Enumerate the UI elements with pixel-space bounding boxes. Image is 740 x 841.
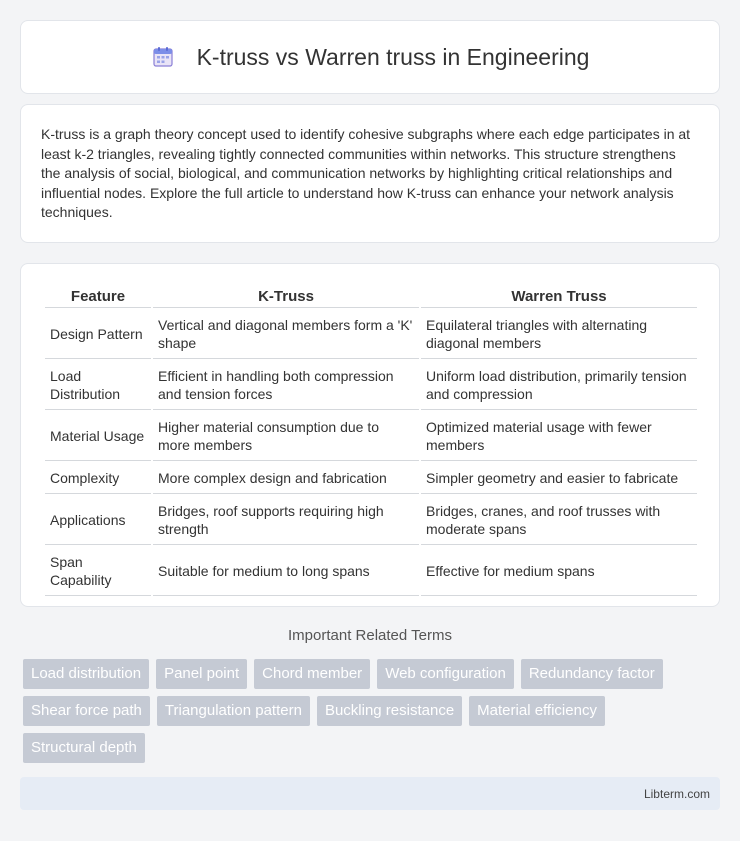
related-term-tag[interactable]: Material efficiency [469, 696, 605, 726]
table-cell-feature: Material Usage [45, 412, 151, 461]
table-cell-feature: Design Pattern [45, 310, 151, 359]
related-term-tag[interactable]: Shear force path [23, 696, 150, 726]
table-cell-warren-truss: Effective for medium spans [421, 547, 697, 596]
table-row [45, 547, 697, 596]
table-cell-k-truss: Efficient in handling both compression and tension forces [153, 361, 419, 410]
footer [20, 777, 720, 810]
table-row [45, 496, 697, 545]
column-header-k-truss: K-Truss [153, 284, 419, 308]
page-title: K-truss vs Warren truss in Engineering [196, 43, 590, 70]
related-term-tag[interactable]: Triangulation pattern [157, 696, 310, 726]
related-term-tag[interactable]: Chord member [254, 659, 370, 689]
table-cell-warren-truss: Uniform load distribution, primarily tension and compression [421, 361, 697, 410]
comparison-card [20, 263, 720, 607]
title-card [20, 20, 720, 94]
table-cell-k-truss: Higher material consumption due to more members [153, 412, 419, 461]
column-header-feature: Feature [45, 284, 151, 308]
table-cell-warren-truss: Bridges, cranes, and roof trusses with moderate spans [421, 496, 697, 545]
table-header-row [45, 284, 697, 308]
table-cell-warren-truss: Simpler geometry and easier to fabricate [421, 463, 697, 494]
table-cell-warren-truss: Equilateral triangles with alternating diagonal members [421, 310, 697, 359]
table-cell-k-truss: Bridges, roof supports requiring high strength [153, 496, 419, 545]
calendar-icon [151, 45, 175, 69]
table-cell-k-truss: Vertical and diagonal members form a 'K' shape [153, 310, 419, 359]
table-cell-feature: Applications [45, 496, 151, 545]
related-term-tag[interactable]: Load distribution [23, 659, 149, 689]
table-cell-feature: Complexity [45, 463, 151, 494]
table-cell-feature: Span Capability [45, 547, 151, 596]
related-term-tag[interactable]: Web configuration [377, 659, 514, 689]
related-term-tag[interactable]: Redundancy factor [521, 659, 663, 689]
table-cell-k-truss: More complex design and fabrication [153, 463, 419, 494]
table-row [45, 310, 697, 359]
table-cell-warren-truss: Optimized material usage with fewer members [421, 412, 697, 461]
related-term-tag[interactable]: Structural depth [23, 733, 145, 763]
table-row [45, 412, 697, 461]
table-cell-k-truss: Suitable for medium to long spans [153, 547, 419, 596]
intro-card [20, 104, 720, 243]
table-row [45, 361, 697, 410]
comparison-table [43, 282, 699, 598]
related-terms-title: Important Related Terms [288, 627, 452, 644]
footer-site-link[interactable]: Libterm.com [643, 787, 710, 801]
table-row [45, 463, 697, 494]
related-term-tag[interactable]: Buckling resistance [317, 696, 462, 726]
column-header-warren-truss: Warren Truss [421, 284, 697, 308]
intro-text: K-truss is a graph theory concept used to identify cohesive subgraphs where each edge participates in at least k-2 triangles, revealing tightly connected communities within networks. This structure strengthens the analysis of social, biological, and communication networks by highlighting critical relationships and influential nodes. Explore the full article to understand how K-truss can enhance your network analysis techniques. [41, 126, 691, 220]
table-cell-feature: Load Distribution [45, 361, 151, 410]
related-term-tag[interactable]: Panel point [156, 659, 247, 689]
related-terms-list [23, 659, 713, 770]
